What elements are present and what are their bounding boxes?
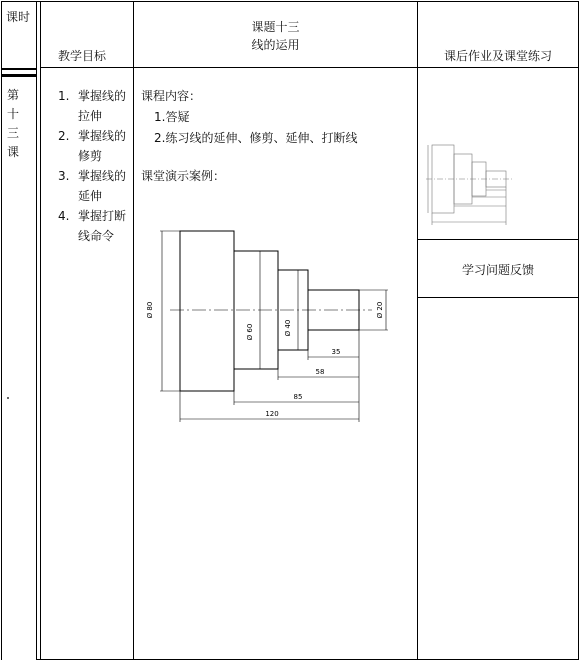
content-title: 课程内容： <box>141 89 202 103</box>
content-item: 1.答疑 <box>154 110 190 124</box>
border-bottom <box>36 659 579 660</box>
border-right <box>578 1 579 660</box>
feedback-label: 学习问题反馈 <box>461 263 534 277</box>
dim-d20: Ø 20 <box>376 301 384 319</box>
dim-d80: Ø 80 <box>146 301 154 319</box>
dim-85: 85 <box>293 393 303 401</box>
period-char: 三 <box>6 126 19 140</box>
dim-d60: Ø 60 <box>246 323 254 341</box>
period-char: 十 <box>6 107 19 121</box>
divider-homework <box>417 1 418 660</box>
goals-list <box>56 86 136 246</box>
header-bottom <box>40 67 579 68</box>
shaft-drawing <box>140 222 400 427</box>
border-left-outer <box>1 1 2 660</box>
row-divider-exercise <box>417 239 579 240</box>
period-char: 第 <box>6 88 19 102</box>
dim-d40: Ø 40 <box>284 319 292 337</box>
goal-item: 1. 掌握线的 拉伸 <box>58 89 127 123</box>
content-item: 2.练习线的延伸、修剪、延伸、打断线 <box>154 131 358 145</box>
dim-58: 58 <box>315 368 325 376</box>
header-topic-line1: 课题十三 <box>251 20 300 34</box>
goal-item: 2. 掌握线的 修剪 <box>58 129 127 163</box>
dim-35: 35 <box>331 348 341 356</box>
period-double-rule-2 <box>1 74 37 77</box>
border-top <box>1 1 579 2</box>
divider-goals <box>40 1 41 660</box>
header-topic-line2: 线的运用 <box>251 38 300 52</box>
exercise-thumbnail <box>420 140 530 235</box>
header-period: 课时 <box>6 10 31 24</box>
row-divider-feedback <box>417 297 579 298</box>
header-homework: 课后作业及课堂练习 <box>443 49 552 63</box>
goal-item: 3. 掌握线的 延伸 <box>58 169 127 203</box>
period-label <box>5 86 21 162</box>
border-left-inner <box>36 1 37 660</box>
period-double-rule-1 <box>1 68 37 70</box>
dim-120: 120 <box>265 410 279 418</box>
period-char: 课 <box>6 145 19 159</box>
header-goals: 教学目标 <box>58 49 107 63</box>
demo-title: 课堂演示案例： <box>141 169 226 183</box>
period-dot <box>7 397 9 399</box>
goal-item: 4. 掌握打断 线命令 <box>58 209 127 243</box>
